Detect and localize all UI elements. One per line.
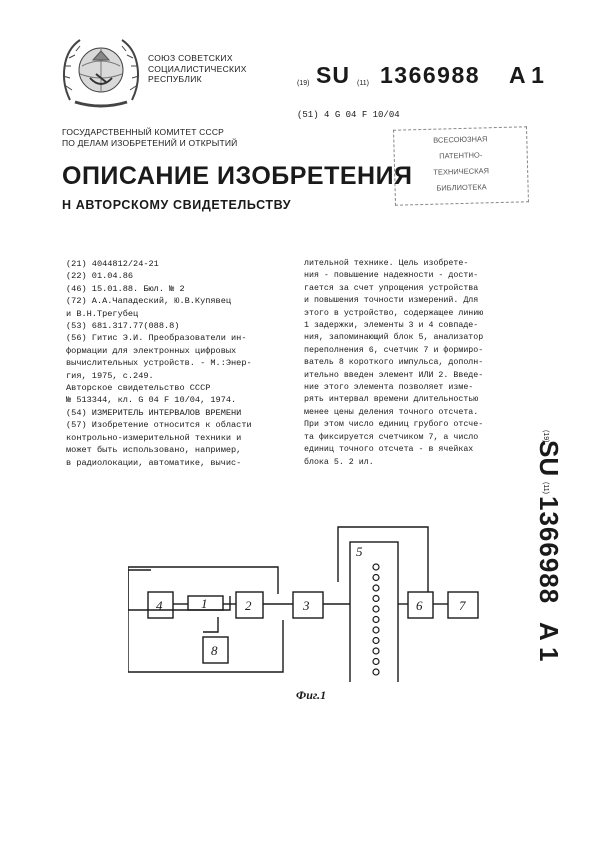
committee-line: ПО ДЕЛАМ ИЗОБРЕТЕНИЙ И ОТКРЫТИЙ: [62, 138, 238, 148]
block-diagram: [128, 522, 488, 682]
abstract-line: единиц точного отсчета - в ячейках: [304, 445, 474, 455]
memory-cell: [373, 648, 379, 654]
memory-cell: [373, 669, 379, 675]
biblio-line: (46) 15.01.88. Бюл. № 2: [66, 283, 185, 294]
abstract-line: ния, запоминающий блок 5, анализатор: [304, 333, 484, 343]
abstract-line: лительной технике. Цель изобрете-: [304, 259, 469, 268]
wire: [203, 617, 218, 632]
block-3-label: 3: [303, 598, 310, 613]
memory-cell: [373, 575, 379, 581]
block-4-label: 4: [156, 598, 163, 613]
biblio-line: формации для электронных цифровых: [66, 345, 237, 356]
stamp-line: ПАТЕНТНО-: [439, 150, 483, 161]
biblio-line: гия, 1975, с.249.: [66, 370, 154, 381]
number-code-label: (11): [357, 80, 369, 87]
state-name: [148, 53, 247, 85]
committee-line: ГОСУДАРСТВЕННЫЙ КОМИТЕТ СССР: [62, 127, 225, 137]
biblio-line: (54) ИЗМЕРИТЕЛЬ ИНТЕРВАЛОВ ВРЕМЕНИ: [66, 407, 242, 418]
biblio-line: (57) Изобретение относится к области: [66, 420, 252, 431]
country-code: SU: [316, 62, 350, 88]
ussr-emblem: [60, 30, 142, 112]
block-3: [293, 592, 323, 618]
memory-cell: [373, 659, 379, 665]
abstract-line: ватель 8 короткого импульса, дополн-: [304, 358, 484, 368]
block-1: [188, 596, 223, 611]
block-4: [148, 592, 173, 618]
side-number-code-label: (11): [542, 482, 549, 494]
figure-caption: Фиг.1: [296, 688, 327, 702]
biblio-line: и В.Н.Трегубец: [66, 308, 139, 319]
memory-cell: [373, 638, 379, 644]
abstract-line: 1 задержки, элементы 3 и 4 совпаде-: [304, 321, 479, 331]
abstract-line: гается за счет упрощения устройства: [304, 283, 479, 293]
abstract-line: та фиксируется счетчиком 7, а число: [304, 432, 479, 442]
block-7-label: 7: [459, 598, 466, 613]
block-5-rect: [350, 542, 398, 682]
abstract-line: блока 5. 2 ил.: [304, 457, 374, 467]
publication-number-row: [297, 62, 597, 92]
biblio-line: (53) 681.317.77(088.8): [66, 321, 180, 332]
abstract-line: При этом число единиц грубого отсче-: [304, 420, 484, 430]
wire: [128, 572, 283, 672]
wire: [338, 527, 428, 592]
block-7: [448, 592, 478, 618]
ipc-classification: [297, 110, 400, 120]
publication-number: 1366988: [380, 62, 481, 88]
vertical-publication-number: [532, 430, 572, 680]
state-name-line: РЕСПУБЛИК: [148, 74, 202, 84]
memory-cell: [373, 617, 379, 623]
abstract-line: ительно введен элемент ИЛИ 2. Введе-: [304, 370, 484, 380]
block-8: [203, 637, 228, 663]
abstract-line: ния - повышение надежности - дости-: [304, 271, 479, 281]
state-name-line: СОЦИАЛИСТИЧЕСКИХ: [148, 63, 247, 74]
memory-cell: [373, 585, 379, 591]
block-6: [408, 592, 433, 618]
block-1-label: 1: [201, 596, 208, 611]
country-code-label: (19): [297, 80, 310, 87]
biblio-line: Авторское свидетельство СССР: [66, 383, 211, 394]
state-name-line: СОЮЗ СОВЕТСКИХ: [148, 53, 233, 63]
memory-cell: [373, 627, 379, 633]
block-2: [236, 592, 263, 618]
abstract-line: менее цены деления точного отсчета.: [304, 407, 479, 417]
abstract-line: и повышения точности измерений. Для: [304, 296, 479, 306]
committee-name: [62, 127, 238, 149]
biblio-line: (22) 01.04.86: [66, 271, 134, 282]
document-subtitle: Н АВТОРСКОМУ СВИДЕТЕЛЬСТВУ: [62, 198, 292, 212]
biblio-line: может быть использовано, например,: [66, 445, 242, 456]
biblio-line: № 513344, кл. G 04 F 10/04, 1974.: [66, 395, 237, 406]
stamp-line: ТЕХНИЧЕСКАЯ: [433, 166, 490, 177]
side-country-code-label: (19): [542, 430, 549, 443]
block-5: [350, 542, 398, 682]
side-document-kind: A 1: [534, 622, 564, 662]
document-title: ОПИСАНИЕ ИЗОБРЕТЕНИЯ: [62, 162, 413, 190]
block-6-label: 6: [416, 598, 423, 613]
memory-cells: [373, 564, 379, 675]
biblio-line: (56) Гитис Э.И. Преобразователи ин-: [66, 333, 247, 344]
memory-cell: [373, 564, 379, 570]
bibliographic-column: [66, 258, 298, 469]
document-kind: A 1: [509, 62, 544, 88]
biblio-line: контрольно-измерительной техники и: [66, 432, 242, 443]
abstract-column: [304, 258, 532, 469]
memory-cell: [373, 596, 379, 602]
biblio-line: в радиолокации, автоматике, вычис-: [66, 457, 242, 468]
abstract-line: рять интервал времени длительностью: [304, 395, 479, 405]
memory-cell: [373, 606, 379, 612]
ipc-value: G 04 F 10/04: [334, 110, 400, 120]
stamp-line: ВСЕСОЮЗНАЯ: [433, 134, 488, 145]
block-5-label: 5: [356, 544, 363, 559]
wire: [128, 567, 278, 594]
diagram-wires: [128, 527, 448, 672]
block-2-label: 2: [245, 598, 252, 613]
ipc-code-label: (51) 4: [297, 110, 330, 120]
biblio-line: (21) 4044812/24-21: [66, 259, 159, 269]
abstract-line: ние этого элемента позволяет изме-: [304, 383, 474, 393]
block-8-label: 8: [211, 643, 218, 658]
library-stamp: [393, 126, 529, 205]
side-country-code: SU: [534, 440, 564, 477]
abstract-line: этого в устройство, содержащее линию: [304, 308, 484, 318]
biblio-line: вычислительных устройств. - М.:Энер-: [66, 358, 252, 369]
stamp-line: БИБЛИОТЕКА: [436, 182, 487, 193]
abstract-line: переполнения 6, счетчик 7 и формиро-: [304, 345, 484, 355]
biblio-line: (72) А.А.Чападеский, Ю.В.Купявец: [66, 296, 232, 307]
side-publication-number: 1366988: [534, 496, 564, 605]
